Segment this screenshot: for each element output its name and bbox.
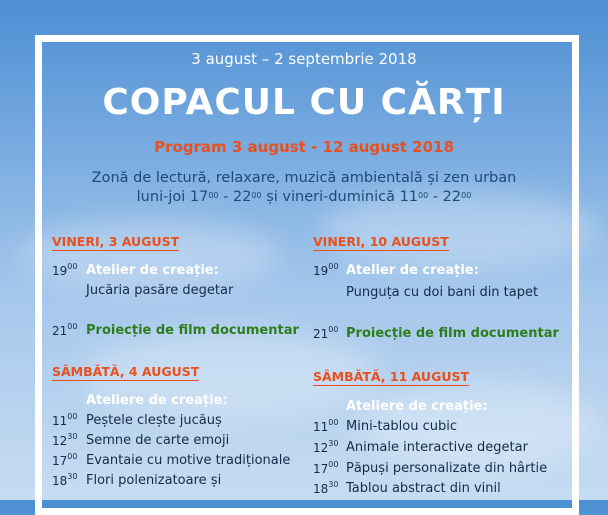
workshop-item: Tablou abstract din vinil <box>346 481 501 496</box>
workshop-item: Animale interactive degetar <box>346 440 528 455</box>
program-heading: Program 3 august - 12 august 2018 <box>154 138 454 156</box>
time-slot: $18^{30}$ <box>313 480 339 496</box>
time-slot: $11^{00}$ <box>313 418 339 434</box>
poster-title: COPACUL CU CĂRȚI <box>102 82 506 123</box>
film-screening: Proiecție de film documentar <box>86 323 299 338</box>
subtitle-line: Zonă de lectură, relaxare, muzică ambientală și zen urban <box>91 170 517 186</box>
workshop-item: Păpuși personalizate din hârtie <box>346 461 548 476</box>
time-slot: $19^{00}$ <box>313 262 339 278</box>
workshop-item: Flori polenizatoare și <box>86 473 222 488</box>
workshop-item: Mini-tablou cubic <box>346 419 458 434</box>
workshop-label: Ateliere de creație: <box>346 399 488 414</box>
workshop-item: Peștele clește jucăuș <box>86 413 222 428</box>
day-heading: SÂMBĂTĂ, 11 AUGUST <box>313 369 470 384</box>
event-dates: 3 august – 2 septembrie 2018 <box>191 50 417 68</box>
time-slot: $12^{30}$ <box>52 432 78 448</box>
time-slot: $11^{00}$ <box>52 412 78 428</box>
workshop-label: Atelier de creație: <box>86 263 219 278</box>
time-slot: $17^{00}$ <box>52 452 78 468</box>
workshop-item: Semne de carte emoji <box>86 433 230 448</box>
workshop-label: Atelier de creație: <box>346 263 479 278</box>
time-slot: $18^{30}$ <box>52 472 78 488</box>
time-slot: $17^{00}$ <box>313 460 339 476</box>
time-slot: $21^{00}$ <box>313 325 339 341</box>
day-heading: VINERI, 3 AUGUST <box>52 234 180 249</box>
workshop-item: Punguța cu doi bani din tapet <box>346 285 539 300</box>
workshop-item: Evantaie cu motive tradiționale <box>86 453 291 468</box>
day-heading: SÂMBĂTĂ, 4 AUGUST <box>52 364 200 379</box>
day-heading: VINERI, 10 AUGUST <box>313 234 449 249</box>
workshop-item: Jucăria pasăre degetar <box>86 283 234 298</box>
time-slot: $12^{30}$ <box>313 439 339 455</box>
subtitle <box>0 169 608 207</box>
time-slot: $19^{00}$ <box>52 262 78 278</box>
opening-hours: luni-joi $17^{00} - 22^{00}$ și vineri-duminică $11^{00} - 22^{00}$ <box>136 189 472 205</box>
film-screening: Proiecție de film documentar <box>346 326 559 341</box>
workshop-label: Ateliere de creație: <box>86 393 228 408</box>
time-slot: $21^{00}$ <box>52 322 78 338</box>
